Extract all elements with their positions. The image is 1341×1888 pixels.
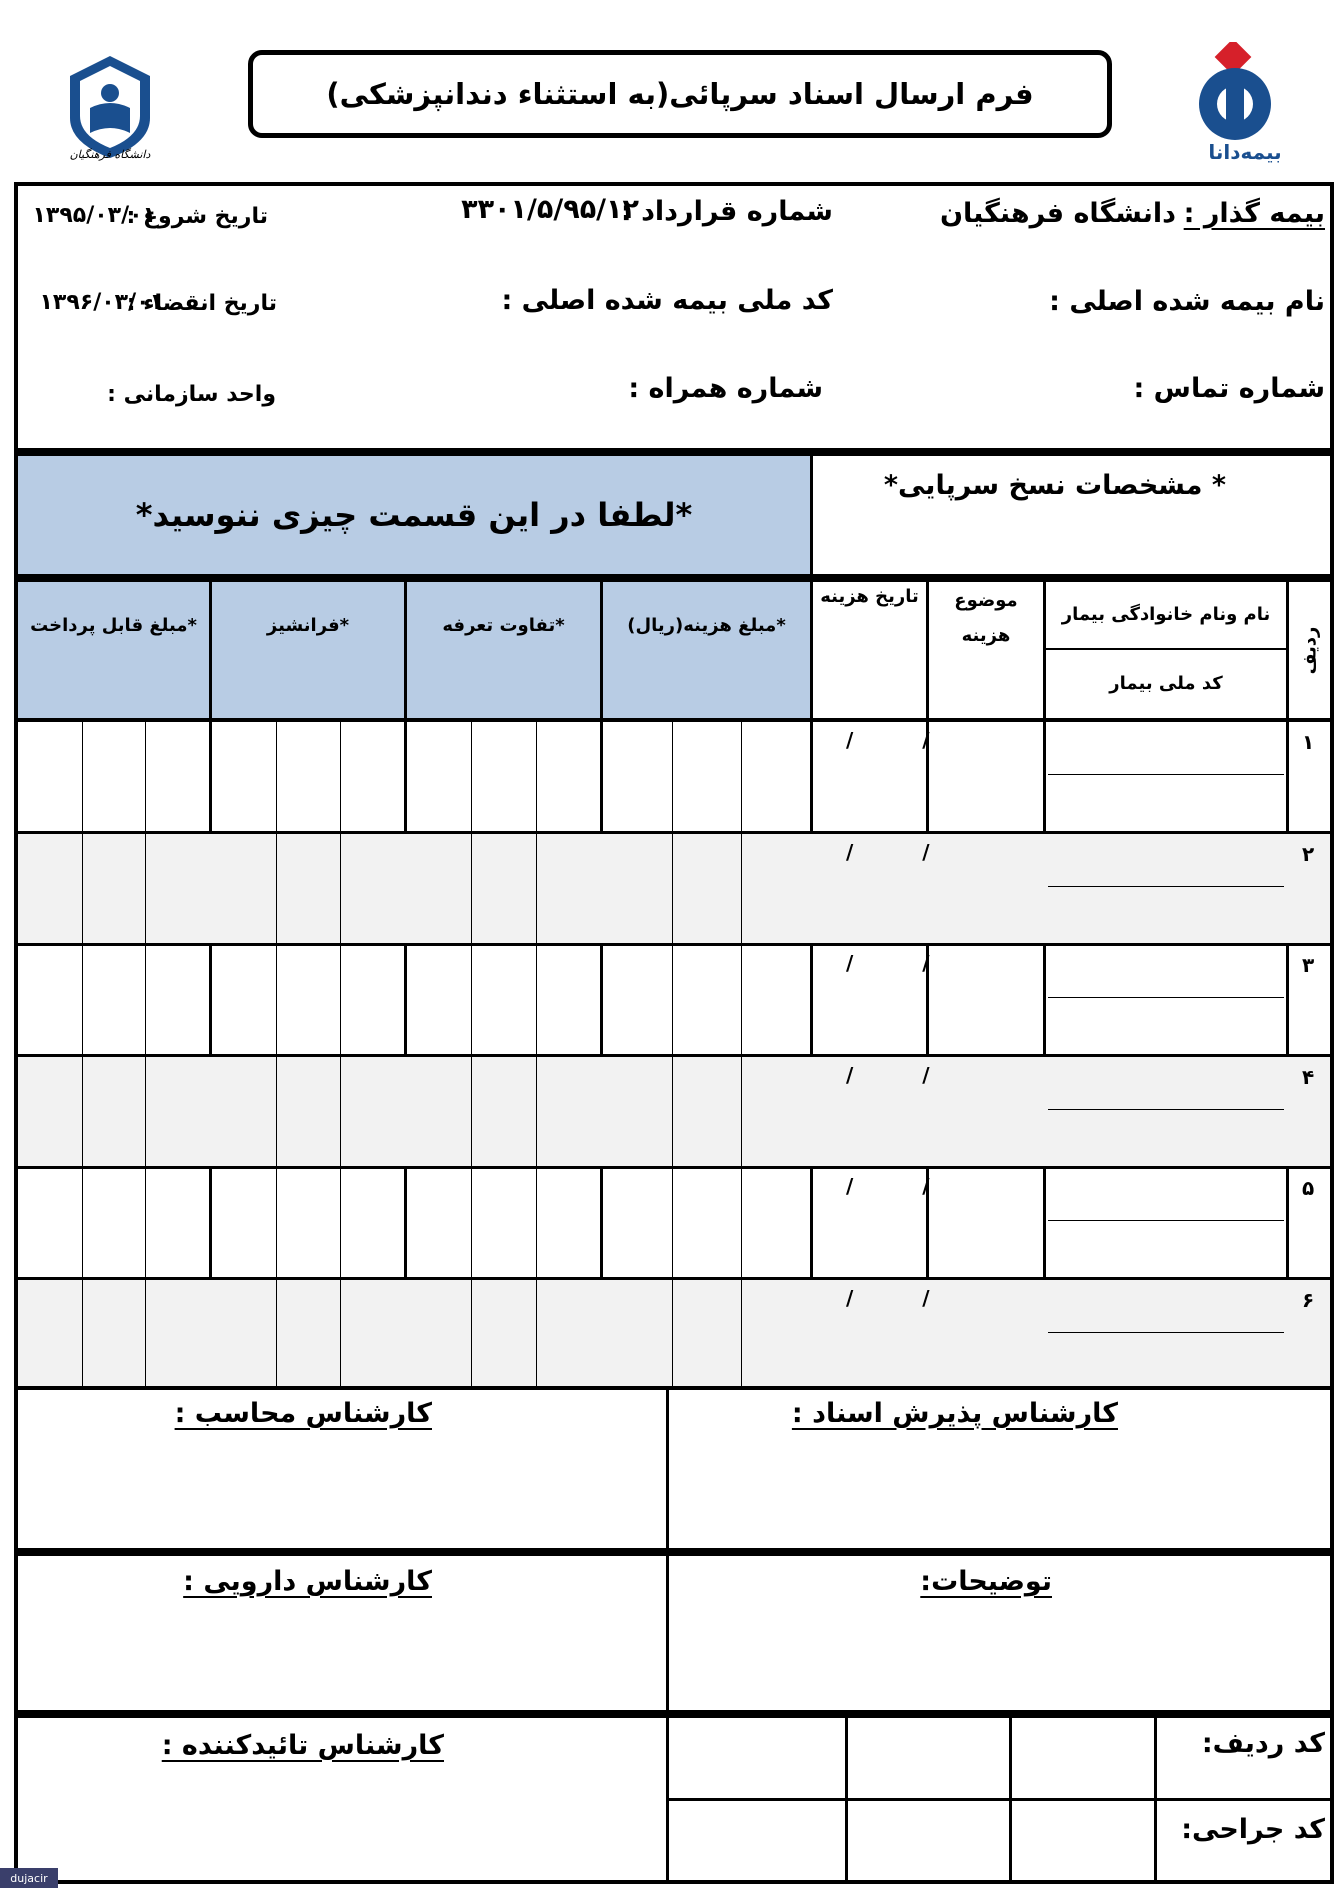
office-use-area bbox=[18, 456, 810, 574]
patient-code-field[interactable] bbox=[1048, 1001, 1284, 1053]
patient-code-field[interactable] bbox=[1048, 778, 1284, 830]
insured-name-label: نام بیمه شده اصلی : bbox=[1049, 286, 1325, 317]
row-number: ۱ bbox=[1302, 730, 1315, 754]
university-logo bbox=[55, 48, 165, 173]
patient-code-field[interactable] bbox=[1048, 1336, 1284, 1388]
row-number: ۴ bbox=[1302, 1065, 1315, 1089]
cost-date-field[interactable]: / / bbox=[846, 1286, 942, 1310]
accountant-expert: کارشناس محاسب : bbox=[174, 1398, 432, 1429]
contact-label: شماره تماس : bbox=[1133, 373, 1325, 404]
patient-code-field[interactable] bbox=[1048, 1113, 1284, 1165]
org-unit-label: واحد سازمانی : bbox=[107, 382, 276, 407]
patient-code-field[interactable] bbox=[1048, 890, 1284, 942]
university-logo-caption: دانشگاه فرهنگیان bbox=[69, 148, 151, 161]
col-cost: *مبلغ هزینه(ریال) bbox=[627, 614, 786, 636]
cost-date-field[interactable]: / / bbox=[846, 840, 942, 864]
start-date-label: تاریخ شروع : bbox=[126, 204, 268, 229]
cost-date-field[interactable]: / / bbox=[846, 951, 942, 975]
insurance-logo-caption: بیمه‌دانا bbox=[1208, 140, 1282, 164]
patient-code-field[interactable] bbox=[1048, 1224, 1284, 1276]
mobile-label: شماره همراه : bbox=[628, 373, 823, 404]
patient-name-field[interactable] bbox=[1048, 1061, 1284, 1110]
patient-name-field[interactable] bbox=[1048, 726, 1284, 775]
surgery-code-label: کد جراحی: bbox=[1181, 1814, 1325, 1845]
cost-subject-field[interactable] bbox=[929, 1168, 1043, 1276]
expiry-date-value: ۱۳۹۶/۰۳/۰۱ bbox=[39, 290, 163, 315]
row-number: ۲ bbox=[1302, 842, 1315, 866]
notes-label: توضیحات: bbox=[920, 1566, 1052, 1597]
cost-subject-field[interactable] bbox=[929, 834, 1043, 942]
col-date: تاریخ هزینه bbox=[820, 586, 919, 607]
doc-acceptance-expert: کارشناس پذیرش اسناد : bbox=[791, 1398, 1118, 1429]
patient-name-field[interactable] bbox=[1048, 949, 1284, 998]
cost-date-field[interactable]: / / bbox=[846, 1174, 942, 1198]
patient-name-field[interactable] bbox=[1048, 1284, 1284, 1333]
row-code-label: کد ردیف: bbox=[1201, 1728, 1325, 1759]
col-franchise: *فرانشیز bbox=[266, 614, 350, 636]
col-row: ردیف bbox=[1299, 626, 1321, 674]
cost-subject-field[interactable] bbox=[929, 722, 1043, 830]
patient-name-field[interactable] bbox=[1048, 838, 1284, 887]
contract-number: ۳۳۰۱/۵/۹۵/۱۲ bbox=[461, 194, 639, 225]
insurer-value: دانشگاه فرهنگیان bbox=[939, 198, 1176, 229]
contract-label: شماره قرارداد : bbox=[620, 196, 833, 227]
col-tariff-diff: *تفاوت تعرفه bbox=[442, 614, 565, 636]
expiry-date-label: تاریخ انقضاء : bbox=[126, 291, 277, 316]
cost-subject-field[interactable] bbox=[929, 1057, 1043, 1165]
dana-insurance-icon bbox=[1160, 42, 1310, 142]
approver-expert: کارشناس تائیدکننده : bbox=[161, 1730, 444, 1761]
insurer-label: بیمه گذار : bbox=[1183, 198, 1325, 229]
patient-name-field[interactable] bbox=[1048, 1172, 1284, 1221]
cost-date-field[interactable]: / / bbox=[846, 728, 942, 752]
cost-subject-field[interactable] bbox=[929, 1280, 1043, 1388]
prescriptions-title: * مشخصات نسخ سرپایی* bbox=[883, 470, 1226, 501]
col-subject: موضوع هزینه bbox=[954, 590, 1018, 646]
row-number: ۳ bbox=[1302, 953, 1315, 977]
national-code-label: کد ملی بیمه شده اصلی : bbox=[501, 285, 833, 316]
cost-subject-field[interactable] bbox=[929, 945, 1043, 1053]
do-not-write-note: *لطفا در این قسمت چیزی ننوسید* bbox=[135, 496, 693, 534]
start-date-value: ۱۳۹۵/۰۳/۰۱ bbox=[32, 203, 156, 228]
row-number: ۶ bbox=[1302, 1288, 1315, 1312]
form-title-box bbox=[248, 50, 1112, 138]
form-title: فرم ارسال اسناد سرپائی(به استثناء دندانپزشکی) bbox=[326, 77, 1034, 111]
col-patient-code: کد ملی بیمار bbox=[1109, 672, 1223, 694]
cost-date-field[interactable]: / / bbox=[846, 1063, 942, 1087]
insurance-logo bbox=[1160, 42, 1310, 167]
watermark: dujacir bbox=[0, 1868, 58, 1888]
row-number: ۵ bbox=[1302, 1176, 1315, 1200]
col-patient-name: نام ونام خانوادگی بیمار bbox=[1061, 603, 1271, 625]
col-payable: *مبلغ قابل پرداخت bbox=[30, 614, 197, 636]
pharma-expert: کارشناس دارویی : bbox=[183, 1566, 432, 1597]
